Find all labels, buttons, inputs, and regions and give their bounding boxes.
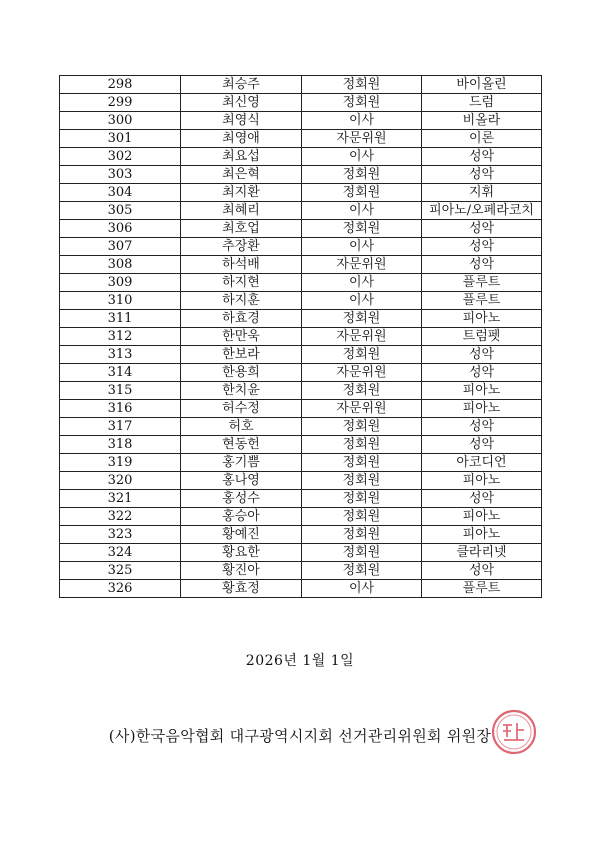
member-instrument: 피아노 [422, 382, 542, 400]
member-number: 324 [60, 544, 181, 562]
official-seal-stamp [490, 708, 538, 756]
member-instrument: 성악 [422, 346, 542, 364]
member-number: 322 [60, 508, 181, 526]
member-number: 314 [60, 364, 181, 382]
member-instrument: 플루트 [422, 274, 542, 292]
member-instrument: 클라리넷 [422, 544, 542, 562]
member-number: 303 [60, 166, 181, 184]
member-table [59, 75, 542, 598]
table-row [60, 94, 542, 112]
member-number: 310 [60, 292, 181, 310]
member-name: 하석배 [181, 256, 302, 274]
member-name: 최은혁 [181, 166, 302, 184]
member-name: 한보라 [181, 346, 302, 364]
member-instrument: 트럼펫 [422, 328, 542, 346]
table-row [60, 166, 542, 184]
member-instrument: 성악 [422, 436, 542, 454]
member-role: 정회원 [302, 382, 422, 400]
table-row [60, 436, 542, 454]
member-role: 정회원 [302, 436, 422, 454]
member-name: 최신영 [181, 94, 302, 112]
member-role: 정회원 [302, 454, 422, 472]
member-instrument: 피아노 [422, 472, 542, 490]
table-row [60, 148, 542, 166]
member-role: 정회원 [302, 526, 422, 544]
member-role: 정회원 [302, 220, 422, 238]
member-instrument: 피아노 [422, 400, 542, 418]
table-row [60, 346, 542, 364]
member-name: 최지환 [181, 184, 302, 202]
member-name: 황예진 [181, 526, 302, 544]
member-number: 312 [60, 328, 181, 346]
member-number: 302 [60, 148, 181, 166]
member-name: 최호업 [181, 220, 302, 238]
member-instrument: 성악 [422, 562, 542, 580]
member-instrument: 바이올린 [422, 76, 542, 94]
member-role: 정회원 [302, 418, 422, 436]
member-role: 자문위원 [302, 400, 422, 418]
member-instrument: 성악 [422, 166, 542, 184]
member-role: 자문위원 [302, 256, 422, 274]
member-number: 300 [60, 112, 181, 130]
table-row [60, 508, 542, 526]
member-instrument: 드럼 [422, 94, 542, 112]
member-name: 황효정 [181, 580, 302, 598]
member-name: 최승주 [181, 76, 302, 94]
member-name: 최영애 [181, 130, 302, 148]
member-instrument: 비올라 [422, 112, 542, 130]
member-role: 이사 [302, 274, 422, 292]
table-row [60, 454, 542, 472]
table-row [60, 418, 542, 436]
member-name: 한치윤 [181, 382, 302, 400]
member-table-body [60, 76, 542, 598]
member-role: 이사 [302, 148, 422, 166]
member-role: 이사 [302, 202, 422, 220]
member-role: 정회원 [302, 490, 422, 508]
member-role: 자문위원 [302, 328, 422, 346]
table-row [60, 202, 542, 220]
member-instrument: 피아노/오페라코치 [422, 202, 542, 220]
member-number: 304 [60, 184, 181, 202]
member-role: 이사 [302, 292, 422, 310]
member-instrument: 성악 [422, 490, 542, 508]
member-instrument: 성악 [422, 220, 542, 238]
member-instrument: 플루트 [422, 580, 542, 598]
member-instrument: 피아노 [422, 508, 542, 526]
member-number: 321 [60, 490, 181, 508]
member-name: 한만욱 [181, 328, 302, 346]
member-instrument: 성악 [422, 148, 542, 166]
member-number: 306 [60, 220, 181, 238]
table-row [60, 238, 542, 256]
table-row [60, 562, 542, 580]
member-role: 정회원 [302, 310, 422, 328]
member-role: 정회원 [302, 166, 422, 184]
member-number: 299 [60, 94, 181, 112]
table-row [60, 310, 542, 328]
table-row [60, 256, 542, 274]
member-instrument: 성악 [422, 418, 542, 436]
member-number: 308 [60, 256, 181, 274]
member-instrument: 성악 [422, 238, 542, 256]
table-row [60, 184, 542, 202]
member-name: 최영식 [181, 112, 302, 130]
table-row [60, 526, 542, 544]
member-instrument: 이론 [422, 130, 542, 148]
table-row [60, 472, 542, 490]
member-name: 홍나영 [181, 472, 302, 490]
member-number: 313 [60, 346, 181, 364]
member-name: 홍성수 [181, 490, 302, 508]
member-role: 이사 [302, 580, 422, 598]
member-number: 326 [60, 580, 181, 598]
member-role: 정회원 [302, 472, 422, 490]
member-name: 홍승아 [181, 508, 302, 526]
member-instrument: 성악 [422, 364, 542, 382]
member-role: 정회원 [302, 184, 422, 202]
member-name: 허호 [181, 418, 302, 436]
table-row [60, 292, 542, 310]
member-role: 정회원 [302, 94, 422, 112]
member-instrument: 피아노 [422, 526, 542, 544]
member-role: 정회원 [302, 508, 422, 526]
member-role: 자문위원 [302, 364, 422, 382]
table-row [60, 490, 542, 508]
member-instrument: 지휘 [422, 184, 542, 202]
member-number: 301 [60, 130, 181, 148]
member-instrument: 피아노 [422, 310, 542, 328]
member-instrument: 성악 [422, 256, 542, 274]
member-role: 정회원 [302, 544, 422, 562]
member-instrument: 플루트 [422, 292, 542, 310]
table-row [60, 76, 542, 94]
member-name: 최혜리 [181, 202, 302, 220]
member-number: 325 [60, 562, 181, 580]
member-name: 최요섭 [181, 148, 302, 166]
member-number: 309 [60, 274, 181, 292]
table-row [60, 544, 542, 562]
table-row [60, 112, 542, 130]
member-name: 하지훈 [181, 292, 302, 310]
table-row [60, 130, 542, 148]
member-name: 추장환 [181, 238, 302, 256]
member-number: 307 [60, 238, 181, 256]
member-number: 319 [60, 454, 181, 472]
member-role: 자문위원 [302, 130, 422, 148]
member-number: 305 [60, 202, 181, 220]
signature-line: (사)한국음악협회 대구광역시지회 선거관리위원회 위원장 [108, 727, 492, 745]
member-number: 323 [60, 526, 181, 544]
member-role: 이사 [302, 238, 422, 256]
table-row [60, 220, 542, 238]
member-role: 정회원 [302, 562, 422, 580]
table-row [60, 400, 542, 418]
member-number: 311 [60, 310, 181, 328]
table-row [60, 328, 542, 346]
table-row [60, 274, 542, 292]
table-row [60, 382, 542, 400]
member-number: 315 [60, 382, 181, 400]
member-number: 317 [60, 418, 181, 436]
member-number: 316 [60, 400, 181, 418]
member-number: 298 [60, 76, 181, 94]
member-role: 이사 [302, 112, 422, 130]
member-role: 정회원 [302, 76, 422, 94]
document-date: 2026년 1월 1일 [245, 653, 355, 669]
member-name: 하지현 [181, 274, 302, 292]
table-row [60, 364, 542, 382]
member-number: 318 [60, 436, 181, 454]
member-name: 하효경 [181, 310, 302, 328]
member-name: 허수정 [181, 400, 302, 418]
member-name: 황진아 [181, 562, 302, 580]
member-name: 현동헌 [181, 436, 302, 454]
member-instrument: 아코디언 [422, 454, 542, 472]
table-row [60, 580, 542, 598]
member-name: 홍기쁨 [181, 454, 302, 472]
member-role: 정회원 [302, 346, 422, 364]
member-name: 황요한 [181, 544, 302, 562]
member-number: 320 [60, 472, 181, 490]
member-name: 한용희 [181, 364, 302, 382]
